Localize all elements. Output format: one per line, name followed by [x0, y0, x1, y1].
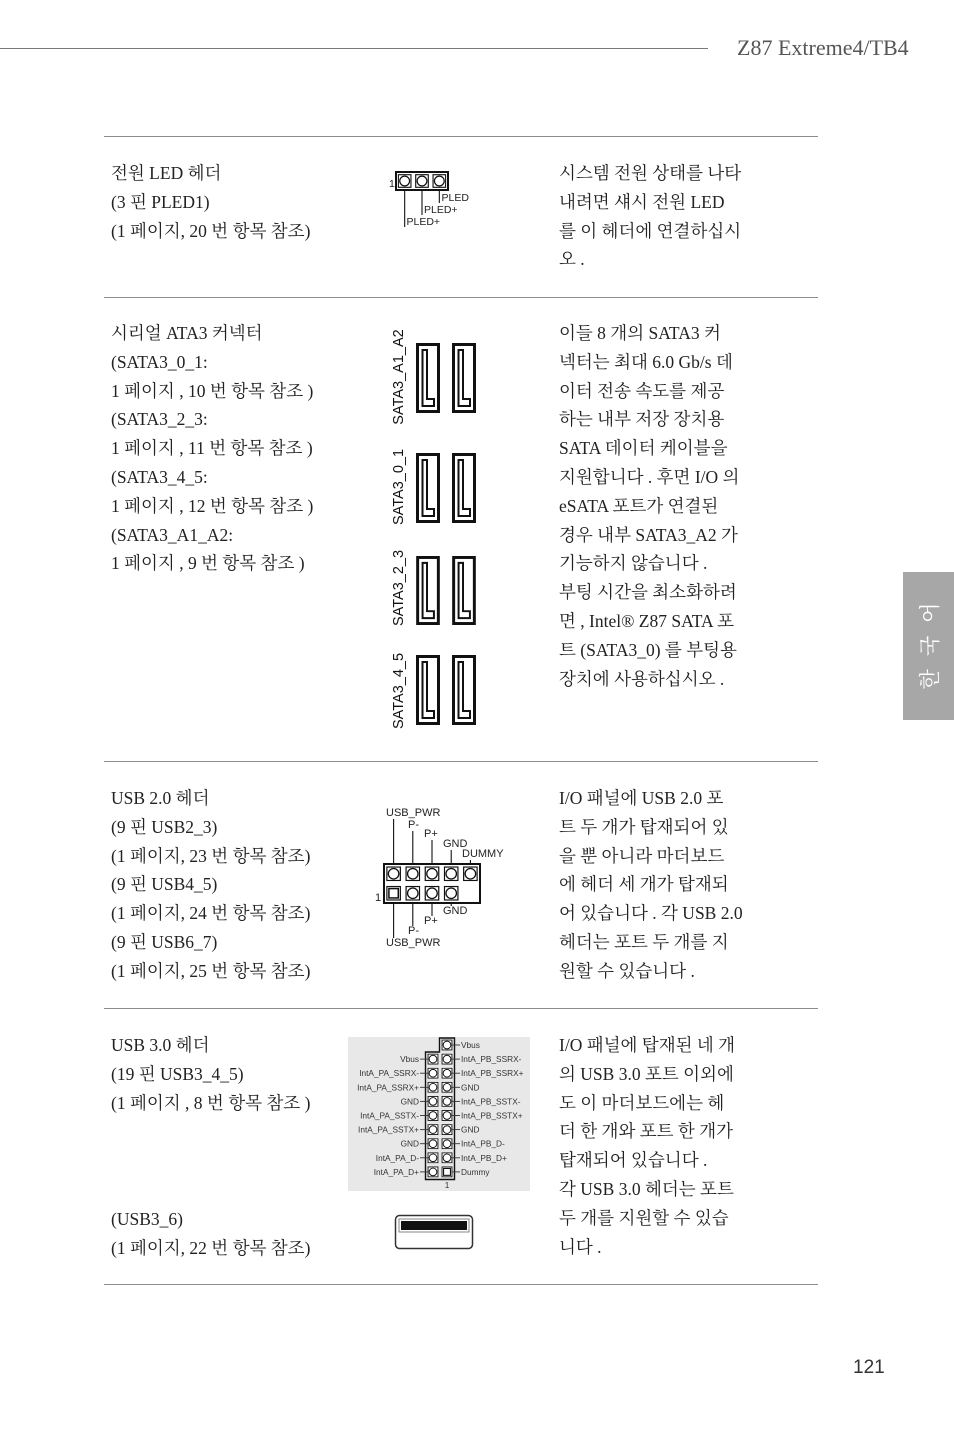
table-rule [104, 761, 818, 762]
text-line: (SATA3_2_3: [111, 409, 208, 430]
sata-connector [454, 345, 475, 412]
text-line: 를 이 헤더에 연결하십시 [559, 220, 742, 241]
text-line: (SATA3_0_1: [111, 351, 208, 372]
text-line: 기능하지 않습니다 . [559, 553, 708, 574]
sata-connector [454, 557, 475, 623]
text-line: (1 페이지, 23 번 항목 참조) [111, 845, 311, 866]
pin [428, 1082, 438, 1092]
sata3-explanation [559, 319, 739, 693]
sata-connector [418, 657, 439, 724]
pin-label: IntA_PB_SSRX- [461, 1054, 522, 1065]
text-line: 도 이 마더보드에는 헤 [559, 1092, 725, 1113]
pin-label: IntA_PA_SSTX- [360, 1110, 419, 1121]
sata3-connectors-diagram [383, 326, 483, 740]
page-number: 121 [853, 1357, 885, 1378]
pin [442, 1125, 452, 1135]
text-line: 헤더는 포트 두 개를 지 [559, 931, 729, 952]
text-line: (19 핀 USB3_4_5) [111, 1063, 244, 1084]
sata-connector [454, 657, 475, 724]
pin1-label: 1 [444, 1180, 450, 1190]
pin-label: Vbus [461, 1040, 480, 1050]
pin [442, 1096, 452, 1106]
sata-connector [418, 345, 439, 412]
text-line: 면 , Intel® Z87 SATA 포 [559, 610, 735, 631]
table-rule [104, 1284, 818, 1285]
pin-label: IntA_PB_D- [461, 1138, 505, 1149]
text-line: USB 2.0 헤더 [111, 788, 210, 808]
port-tongue [401, 1221, 467, 1230]
text-line: 경우 내부 SATA3_A2 가 [559, 524, 738, 545]
text-line: (9 핀 USB6_7) [111, 931, 218, 952]
text-line: (1 페이지, 22 번 항목 참조) [111, 1237, 311, 1258]
pin [442, 1040, 452, 1050]
pled-header-diagram [385, 166, 480, 230]
pin-label: IntA_PB_SSRX+ [461, 1068, 524, 1079]
text-line: 탑재되어 있습니다 . [559, 1150, 708, 1171]
text-line: eSATA 포트가 연결된 [559, 495, 719, 516]
pin-label: GND [400, 1138, 419, 1149]
text-line: (SATA3_A1_A2: [111, 524, 234, 545]
text-line: 어 있습니다 . 각 USB 2.0 [559, 903, 743, 924]
text-line: 부팅 시간을 최소화하려 [559, 582, 737, 603]
text-line: 지원합니다 . 후면 I/O 의 [559, 466, 740, 487]
text-line: (1 페이지, 20 번 항목 참조) [111, 220, 311, 241]
power-led-explanation [559, 159, 741, 274]
pin [428, 1153, 438, 1163]
pin-label: USB_PWR [386, 807, 441, 819]
text-line: (9 핀 USB2_3) [111, 816, 218, 837]
text-line: 시스템 전원 상태를 나타 [559, 163, 742, 183]
pin-label: GND [400, 1096, 419, 1107]
text-line: (USB3_6) [111, 1209, 183, 1229]
pin-label: Vbus [400, 1054, 419, 1065]
text-line: (1 페이지, 24 번 항목 참조) [111, 903, 311, 924]
header-rule [0, 48, 708, 49]
text-line: (SATA3_4_5: [111, 466, 208, 487]
text-line: (3 핀 PLED1) [111, 191, 210, 212]
pin-label: PLED+ [424, 204, 458, 216]
usb3-port-description [111, 1205, 310, 1263]
connector-label: SATA3_0_1 [391, 448, 407, 526]
pin [425, 887, 439, 901]
pin-label: GND [443, 905, 468, 917]
usb2-description [111, 784, 310, 986]
pin [442, 1111, 452, 1121]
connector-label: SATA3_4_5 [391, 652, 407, 730]
text-line: 을 뿐 아니라 마더보드 [559, 845, 725, 866]
pin [442, 1167, 452, 1177]
pin [442, 1082, 452, 1092]
pin [444, 867, 458, 881]
sata3-description [111, 319, 313, 578]
usb3-header-description [111, 1031, 310, 1117]
table-rule [104, 297, 818, 298]
pin [464, 867, 478, 881]
text-line: 의 USB 3.0 포트 이외에 [559, 1063, 734, 1084]
pin [387, 887, 401, 901]
pin [416, 175, 429, 188]
pin-label: IntA_PA_SSTX+ [358, 1124, 419, 1135]
pin [442, 1153, 452, 1163]
pin-label: IntA_PA_D+ [373, 1166, 419, 1177]
pin-label: IntA_PB_SSTX- [461, 1096, 521, 1107]
pin-label: IntA_PA_SSRX- [359, 1068, 419, 1079]
text-line: 시리얼 ATA3 커넥터 [111, 323, 263, 343]
text-line: SATA 데이터 케이블을 [559, 438, 728, 459]
text-line: 더 한 개와 포트 한 개가 [559, 1121, 734, 1142]
pin-label: IntA_PB_D+ [461, 1152, 507, 1163]
pin1-label: 1 [375, 892, 382, 904]
text-line: 1 페이지 , 10 번 항목 참조 ) [111, 380, 314, 401]
language-tab [903, 572, 954, 720]
sata-connector [418, 557, 439, 623]
pin [442, 1068, 452, 1078]
usb3-port-diagram [393, 1213, 475, 1251]
pin-label: PLED+ [406, 216, 441, 228]
pin [428, 1125, 438, 1135]
connector-label: SATA3_2_3 [391, 549, 407, 627]
pin [428, 1167, 438, 1177]
pin-label: P- [408, 925, 419, 937]
text-line: 두 개를 지원할 수 있습 [559, 1207, 729, 1228]
usb2-explanation [559, 784, 743, 986]
pin-label: Dummy [461, 1166, 490, 1177]
pin [444, 887, 458, 901]
pin [428, 1068, 438, 1078]
text-line: 각 USB 3.0 헤더는 포트 [559, 1178, 734, 1199]
pin1-label: 1 [389, 178, 395, 190]
pin [406, 867, 420, 881]
pin-label: PLED [441, 192, 469, 204]
pin [425, 867, 439, 881]
text-line: I/O 패널에 USB 2.0 포 [559, 788, 724, 808]
text-line: (1 페이지 , 8 번 항목 참조 ) [111, 1092, 311, 1113]
pin-label: IntA_PA_SSRX+ [357, 1082, 419, 1093]
pin-label: P- [408, 819, 419, 831]
language-tab-label: 한국어 [917, 589, 942, 690]
pin [406, 887, 420, 901]
text-line: 오 . [559, 249, 585, 270]
text-line: 1 페이지 , 12 번 항목 참조 ) [111, 495, 314, 516]
pin-label: GND [461, 1124, 480, 1135]
text-line: USB 3.0 헤더 [111, 1035, 210, 1055]
text-line: 1 페이지 , 11 번 항목 참조 ) [111, 438, 313, 459]
text-line: 니다 . [559, 1236, 602, 1257]
text-line: 에 헤더 세 개가 탑재되 [559, 874, 729, 895]
pin-label: USB_PWR [386, 937, 441, 949]
text-line: 하는 내부 저장 장치용 [559, 409, 725, 430]
usb2-header-diagram [370, 802, 515, 952]
pin-label: IntA_PA_D- [375, 1152, 419, 1163]
text-line: 이들 8 개의 SATA3 커 [559, 323, 721, 343]
power-led-description [111, 159, 310, 245]
pin-label: DUMMY [462, 848, 504, 860]
pin [442, 1139, 452, 1149]
pin [387, 867, 401, 881]
pin [428, 1054, 438, 1064]
text-line: 장치에 사용하십시오 . [559, 668, 725, 689]
header-title: Z87 Extreme4/TB4 [737, 35, 909, 60]
text-line: I/O 패널에 탑재된 네 개 [559, 1035, 736, 1055]
pin-label: GND [461, 1082, 480, 1093]
connector-label: SATA3_A1_A2 [391, 329, 407, 425]
text-line: (9 핀 USB4_5) [111, 874, 218, 895]
usb3-explanation [559, 1031, 735, 1261]
pin-label: P+ [424, 915, 438, 927]
usb3-header-diagram [348, 1037, 530, 1191]
pin-label: GND [443, 838, 468, 850]
text-line: 트 두 개가 탑재되어 있 [559, 816, 729, 837]
text-line: 원할 수 있습니다 . [559, 960, 695, 981]
pin [442, 1054, 452, 1064]
text-line: (1 페이지, 25 번 항목 참조) [111, 960, 311, 981]
text-line: 내려면 섀시 전원 LED [559, 191, 725, 212]
text-line: 넥터는 최대 6.0 Gb/s 데 [559, 351, 733, 372]
pin [428, 1096, 438, 1106]
pin-label: IntA_PB_SSTX+ [461, 1110, 523, 1121]
sata-connector [418, 455, 439, 522]
table-rule [104, 136, 818, 137]
text-line: 1 페이지 , 9 번 항목 참조 ) [111, 553, 305, 574]
pin [428, 1111, 438, 1121]
pin [433, 175, 446, 188]
text-line: 트 (SATA3_0) 를 부팅용 [559, 639, 737, 660]
text-line: 전원 LED 헤더 [111, 163, 222, 183]
sata-connector [454, 455, 475, 522]
pin [398, 175, 411, 188]
pin [428, 1139, 438, 1149]
table-rule [104, 1008, 818, 1009]
text-line: 이터 전송 속도를 제공 [559, 380, 725, 401]
pin-label: P+ [424, 828, 438, 840]
